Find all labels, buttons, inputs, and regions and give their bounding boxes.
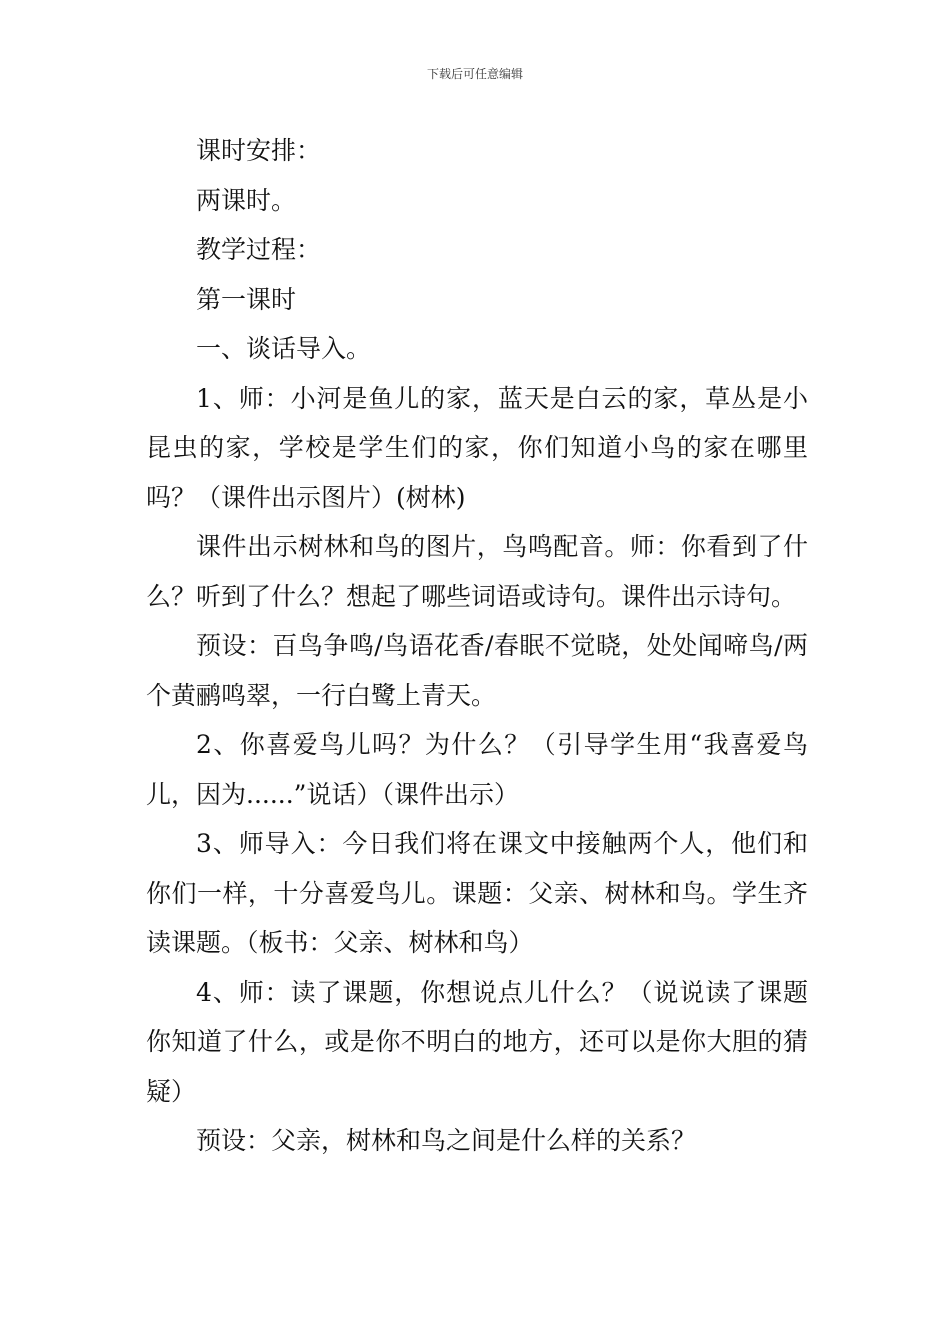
paragraph-courseware-birds: 课件出示树林和鸟的图片，鸟鸣配音。师：你看到了什么？听到了什么？想起了哪些词语或诗句。课件出示诗句。 [146, 532, 808, 611]
paragraph-step-1: 1、师：小河是鱼儿的家，蓝天是白云的家，草丛是小昆虫的家，学校是学生们的家，你们知道小鸟的家在哪里吗？（课件出示图片）(树林) [146, 383, 808, 512]
paragraph-preset-relation: 预设：父亲，树林和鸟之间是什么样的关系？ [196, 1126, 697, 1155]
paragraph-schedule-value: 两课时。 [196, 185, 297, 215]
paragraph-intro-heading: 一、谈话导入。 [196, 334, 372, 363]
paragraph-step-2: 2、你喜爱鸟儿吗？为什么？（引导学生用“我喜爱鸟儿，因为......”说话）（课件出示） [146, 730, 808, 809]
paragraph-schedule-heading: 课时安排： [196, 136, 322, 165]
paragraph-step-3: 3、师导入：今日我们将在课文中接触两个人，他们和你们一样，十分喜爱鸟儿。课题：父亲、树林和鸟。学生齐读课题。（板书：父亲、树林和鸟） [146, 829, 808, 957]
paragraph-preset-poems: 预设：百鸟争鸣/鸟语花香/春眠不觉晓，处处闻啼鸟/两个黄鹂鸣翠，一行白鹭上青天。 [146, 631, 808, 710]
paragraph-step-4: 4、师：读了课题，你想说点儿什么？（说说读了课题你知道了什么，或是你不明白的地方，还可以是你大胆的猜疑） [146, 977, 808, 1106]
paragraph-lesson-one: 第一课时 [196, 284, 297, 314]
document-body [146, 126, 808, 1166]
paragraph-process-heading: 教学过程： [196, 235, 322, 264]
page-header: 下载后可任意编辑 [426, 67, 523, 81]
